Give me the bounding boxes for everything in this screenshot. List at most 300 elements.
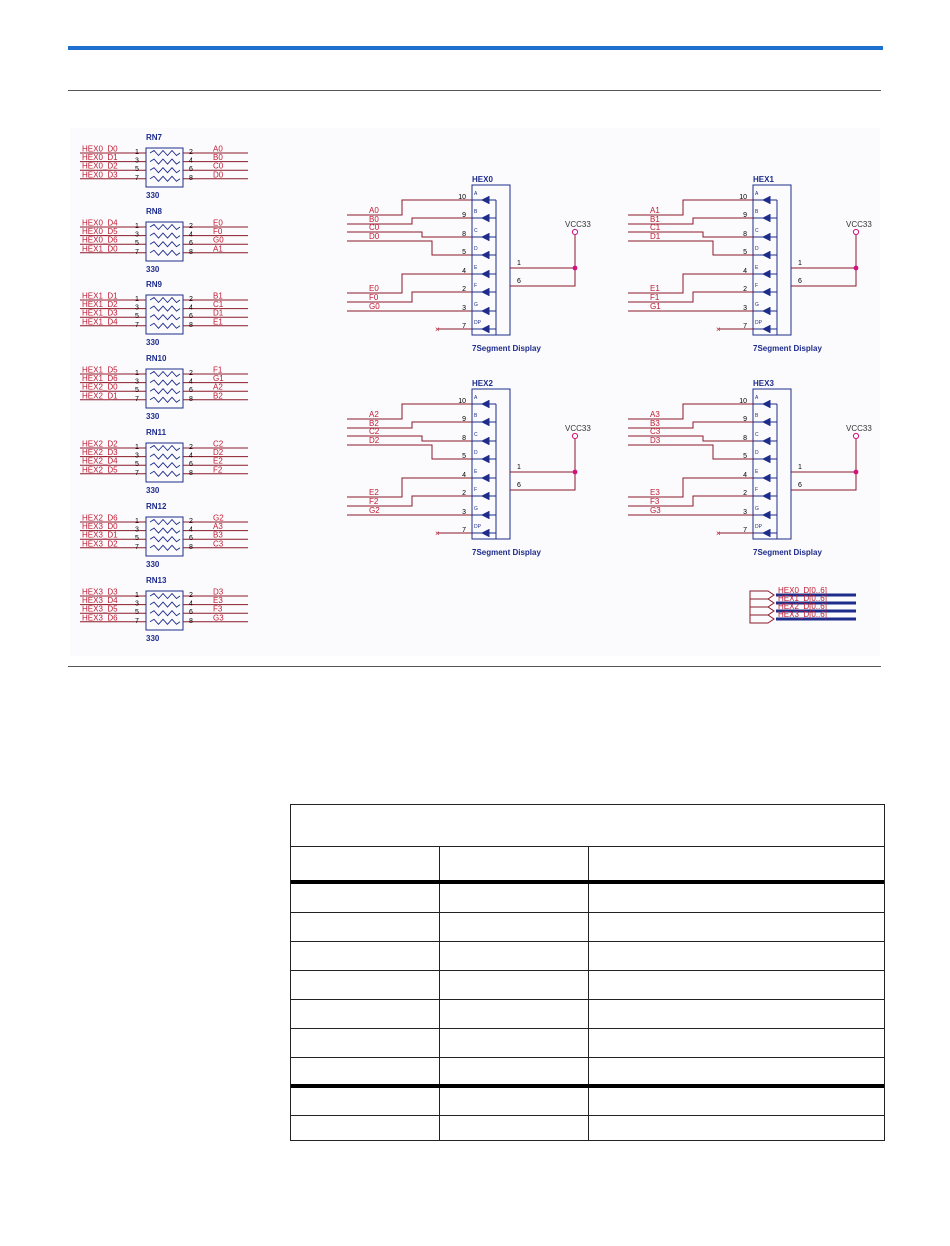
rn-ref-label: RN9: [146, 280, 163, 289]
pin-number: 6: [189, 387, 193, 395]
net-label: A1: [650, 206, 660, 215]
led-diode: [481, 270, 489, 278]
net-wire: [628, 478, 753, 497]
pin-number: 2: [189, 370, 193, 377]
resistor-zigzag: [150, 545, 180, 550]
segment-pin-number: 3: [743, 509, 747, 516]
common-pin-number: 1: [517, 260, 521, 267]
led-diode: [762, 288, 770, 296]
net-label: HEX2_D3: [82, 448, 118, 458]
net-wire: [628, 232, 753, 237]
net-label: C2: [213, 439, 224, 449]
segment-pin-number: 5: [743, 249, 747, 256]
common-pin-number: 1: [798, 464, 802, 471]
net-wire: [347, 478, 472, 497]
net-label: B2: [369, 419, 379, 428]
resistor-zigzag: [150, 463, 180, 468]
led-diode: [762, 214, 770, 222]
common-pin-number: 6: [517, 482, 521, 489]
net-label: HEX2_D2: [82, 439, 118, 449]
pin-number: 1: [135, 223, 139, 230]
pin-number: 3: [135, 378, 139, 386]
net-label: HEX1_D0: [82, 244, 118, 254]
segment-letter: C: [474, 228, 478, 234]
segment-pin-number: 5: [462, 453, 466, 460]
led-diode: [762, 474, 770, 482]
net-label: D2: [213, 448, 224, 458]
bus-port-symbol: [750, 607, 774, 615]
pin-number: 4: [189, 378, 193, 386]
pin-number: 8: [189, 248, 193, 256]
resistor-zigzag: [150, 602, 180, 607]
pin-number: 6: [189, 609, 193, 617]
net-label: F0: [213, 227, 223, 237]
no-connect-mark: ×: [435, 325, 440, 334]
net-label: F2: [213, 465, 223, 475]
net-label: D3: [650, 436, 661, 445]
table-row: [291, 884, 884, 913]
pin-number: 2: [189, 296, 193, 303]
net-label: D0: [213, 170, 224, 180]
segment-letter: A: [474, 191, 478, 197]
table-row: [291, 942, 884, 971]
header-rule: [68, 46, 883, 50]
pin-number: 8: [189, 321, 193, 329]
led-diode: [481, 325, 489, 333]
resistor-zigzag: [150, 159, 180, 164]
segment-pin-number: 7: [462, 323, 466, 330]
junction-dot: [854, 470, 859, 475]
net-label: F0: [369, 293, 379, 302]
display-body: [753, 185, 791, 335]
segment-pin-number: 10: [739, 398, 747, 405]
segment-pin-number: 9: [743, 416, 747, 423]
led-diode: [762, 233, 770, 241]
table-row: [291, 1058, 884, 1088]
resistor-zigzag: [150, 389, 180, 394]
net-label: B3: [650, 419, 660, 428]
pin-number: 3: [135, 452, 139, 460]
pin-number: 8: [189, 469, 193, 477]
rn-value-label: 330: [146, 486, 160, 495]
pin-number: 4: [189, 526, 193, 534]
net-label: E1: [213, 317, 223, 327]
net-label: C3: [650, 427, 661, 436]
led-diode: [762, 492, 770, 500]
led-diode: [481, 474, 489, 482]
rn-ref-label: RN12: [146, 502, 167, 511]
resistor-zigzag: [150, 151, 180, 156]
net-label: D2: [369, 436, 380, 445]
resistor-zigzag: [150, 471, 180, 476]
resistor-zigzag: [150, 372, 180, 377]
table-cell: [439, 1058, 589, 1084]
pin-number: 3: [135, 526, 139, 534]
pin-number: 5: [135, 609, 139, 617]
pin-number: 1: [135, 518, 139, 525]
segment-pin-number: 4: [743, 472, 747, 479]
table-cell: [588, 1088, 885, 1115]
segment-letter: C: [755, 432, 759, 438]
resistor-zigzag: [150, 380, 180, 385]
net-label: HEX3_D1: [82, 530, 118, 540]
segment-letter: F: [755, 283, 759, 289]
resistor-zigzag: [150, 446, 180, 451]
net-label: B0: [369, 215, 379, 224]
net-label: E2: [369, 488, 379, 497]
net-wire: [628, 445, 753, 459]
segment-letter: A: [755, 191, 759, 197]
net-label: C2: [369, 427, 380, 436]
segment-pin-number: 8: [462, 435, 466, 442]
display-part-label: 7Segment Display: [472, 344, 541, 353]
pin-number: 7: [135, 543, 139, 551]
table-row: [291, 913, 884, 942]
net-label: HEX2_D4: [82, 456, 118, 466]
led-diode: [481, 307, 489, 315]
display-body: [472, 185, 510, 335]
table-title-row: [291, 805, 884, 847]
net-label: C3: [213, 539, 224, 549]
rn-ref-label: RN11: [146, 428, 167, 437]
segment-letter: E: [474, 265, 478, 271]
resistor-zigzag: [150, 528, 180, 533]
net-label: D0: [369, 232, 380, 241]
table-cell: [588, 913, 885, 941]
net-label: E0: [213, 218, 223, 228]
schematic-canvas: [70, 128, 880, 656]
no-connect-mark: ×: [716, 325, 721, 334]
resistor-zigzag: [150, 594, 180, 599]
segment-letter: C: [474, 432, 478, 438]
net-label: A3: [213, 522, 223, 532]
segment-pin-number: 9: [462, 416, 466, 423]
led-diode: [481, 492, 489, 500]
led-diode: [762, 511, 770, 519]
pin-number: 7: [135, 174, 139, 182]
segment-pin-number: 4: [462, 268, 466, 275]
figure-bottom-rule: [68, 666, 881, 667]
segment-letter: G: [755, 506, 759, 512]
pin-number: 6: [189, 166, 193, 174]
net-label: G1: [213, 374, 224, 384]
segment-pin-number: 9: [743, 212, 747, 219]
segment-pin-number: 5: [743, 453, 747, 460]
resistor-zigzag: [150, 323, 180, 328]
led-diode: [481, 400, 489, 408]
net-wire: [628, 241, 753, 255]
net-label: A2: [369, 410, 379, 419]
net-label: E2: [213, 456, 223, 466]
net-label: HEX1_D6: [82, 374, 118, 384]
pin-number: 8: [189, 395, 193, 403]
table-header-cell: [291, 847, 440, 880]
segment-letter: B: [474, 413, 478, 419]
segment-pin-number: 8: [743, 231, 747, 238]
display-ref-label: HEX3: [753, 379, 774, 388]
segment-pin-number: 10: [458, 398, 466, 405]
net-label: E1: [650, 284, 660, 293]
segment-pin-number: 7: [462, 527, 466, 534]
pin-number: 2: [189, 223, 193, 230]
table-cell: [439, 971, 589, 999]
table-header-cell: [439, 847, 589, 880]
segment-letter: C: [755, 228, 759, 234]
segment-letter: D: [474, 450, 478, 456]
segment-pin-number: 4: [462, 472, 466, 479]
net-label: E3: [650, 488, 660, 497]
segment-letter: G: [474, 506, 478, 512]
rn-ref-label: RN10: [146, 354, 167, 363]
led-diode: [762, 325, 770, 333]
table-cell: [291, 942, 440, 970]
led-diode: [762, 418, 770, 426]
table-cell: [588, 942, 885, 970]
net-wire: [628, 274, 753, 293]
net-label: A0: [369, 206, 379, 215]
table-header-cell: [588, 847, 885, 880]
junction-dot: [854, 266, 859, 271]
vcc-label: VCC33: [846, 220, 872, 229]
pin-number: 2: [189, 518, 193, 525]
net-label: D3: [213, 587, 224, 597]
segment-letter: B: [755, 209, 759, 215]
net-wire: [347, 274, 472, 293]
resistor-zigzag: [150, 298, 180, 303]
table-cell: [291, 1058, 440, 1084]
segment-letter: B: [755, 413, 759, 419]
net-label: C0: [369, 223, 380, 232]
pin-number: 2: [189, 444, 193, 451]
table-cell: [588, 971, 885, 999]
pin-number: 7: [135, 469, 139, 477]
pin-number: 6: [189, 240, 193, 248]
bus-port-symbol: [750, 591, 774, 599]
led-diode: [762, 400, 770, 408]
vcc-label: VCC33: [565, 424, 591, 433]
net-wire: [347, 241, 472, 255]
table-row: [291, 1000, 884, 1029]
pin-number: 4: [189, 600, 193, 608]
net-label: HEX3_D0: [82, 522, 118, 532]
net-label: C0: [213, 161, 224, 171]
pin-number: 1: [135, 370, 139, 377]
segment-letter: DP: [755, 524, 762, 530]
led-diode: [762, 251, 770, 259]
pin-number: 5: [135, 313, 139, 321]
vcc-label: VCC33: [565, 220, 591, 229]
net-label: HEX2_D1: [82, 391, 118, 401]
led-diode: [481, 455, 489, 463]
table-cell: [439, 1000, 589, 1028]
display-ref-label: HEX0: [472, 175, 493, 184]
net-label: F2: [369, 497, 379, 506]
led-diode: [762, 529, 770, 537]
display-ref-label: HEX1: [753, 175, 774, 184]
pin-number: 8: [189, 543, 193, 551]
rn-ref-label: RN7: [146, 133, 163, 142]
net-label: HEX2_D0: [82, 382, 118, 392]
table-cell: [439, 1116, 589, 1141]
pin-number: 1: [135, 592, 139, 599]
no-connect-mark: ×: [716, 529, 721, 538]
pin-assignment-table: [290, 804, 885, 1141]
pin-number: 6: [189, 461, 193, 469]
no-connect-mark: ×: [435, 529, 440, 538]
net-wire: [347, 445, 472, 459]
net-wire: [347, 404, 472, 419]
table-row: [291, 1116, 884, 1141]
pin-number: 3: [135, 600, 139, 608]
table-cell: [588, 1058, 885, 1084]
pin-number: 7: [135, 248, 139, 256]
segment-letter: F: [474, 283, 478, 289]
segment-letter: D: [474, 246, 478, 252]
segment-pin-number: 10: [458, 194, 466, 201]
table-row: [291, 1088, 884, 1116]
pin-number: 4: [189, 304, 193, 312]
segment-letter: G: [755, 302, 759, 308]
segment-letter: E: [755, 469, 759, 475]
segment-pin-number: 2: [743, 286, 747, 293]
net-label: B1: [213, 291, 223, 301]
pin-number: 4: [189, 452, 193, 460]
led-diode: [481, 288, 489, 296]
net-label: HEX0_D6: [82, 235, 118, 245]
net-label: G0: [213, 235, 224, 245]
net-label: B0: [213, 153, 223, 163]
net-label: HEX2_D6: [82, 513, 118, 523]
segment-letter: D: [755, 450, 759, 456]
display-part-label: 7Segment Display: [753, 548, 822, 557]
segment-letter: E: [474, 469, 478, 475]
net-wire: [628, 436, 753, 441]
vcc-power-symbol: [853, 433, 858, 438]
net-label: B2: [213, 391, 223, 401]
table-cell: [291, 971, 440, 999]
segment-letter: E: [755, 265, 759, 271]
rn-ref-label: RN13: [146, 576, 167, 585]
net-label: HEX0_D4: [82, 218, 118, 228]
table-cell: [439, 884, 589, 912]
resistor-zigzag: [150, 306, 180, 311]
net-label: G0: [369, 302, 380, 311]
net-label: HEX0_D1: [82, 153, 118, 163]
segment-letter: B: [474, 209, 478, 215]
table-cell: [439, 913, 589, 941]
pin-number: 3: [135, 304, 139, 312]
net-label: HEX1_D4: [82, 317, 118, 327]
net-label: G1: [650, 302, 661, 311]
segment-pin-number: 7: [743, 527, 747, 534]
net-label: G3: [213, 613, 224, 623]
pin-number: 4: [189, 231, 193, 239]
table-cell: [588, 1029, 885, 1057]
net-label: HEX1_D2: [82, 300, 118, 310]
net-label: C1: [650, 223, 661, 232]
segment-letter: F: [755, 487, 759, 493]
segment-pin-number: 5: [462, 249, 466, 256]
bus-label: HEX3_D[0..6]: [778, 610, 827, 619]
bus-port-symbol: [750, 599, 774, 607]
net-label: HEX3_D5: [82, 604, 118, 614]
led-diode: [481, 511, 489, 519]
net-wire: [347, 218, 472, 224]
net-label: HEX0_D5: [82, 227, 118, 237]
net-label: G2: [213, 513, 224, 523]
pin-number: 7: [135, 321, 139, 329]
resistor-zigzag: [150, 454, 180, 459]
rn-ref-label: RN8: [146, 207, 163, 216]
net-wire: [347, 436, 472, 441]
table-cell: [291, 913, 440, 941]
bus-port-symbol: [750, 615, 774, 623]
vcc-label: VCC33: [846, 424, 872, 433]
led-diode: [481, 437, 489, 445]
table-cell: [291, 1088, 440, 1115]
led-diode: [481, 251, 489, 259]
led-diode: [481, 233, 489, 241]
segment-letter: F: [474, 487, 478, 493]
pin-number: 3: [135, 157, 139, 165]
net-label: HEX0_D0: [82, 144, 118, 154]
pin-number: 5: [135, 240, 139, 248]
rn-value-label: 330: [146, 634, 160, 643]
net-label: HEX1_D1: [82, 291, 118, 301]
segment-letter: G: [474, 302, 478, 308]
resistor-zigzag: [150, 611, 180, 616]
display-body: [472, 389, 510, 539]
display-part-label: 7Segment Display: [753, 344, 822, 353]
net-label: C1: [213, 300, 224, 310]
pin-number: 1: [135, 444, 139, 451]
net-label: E3: [213, 596, 223, 606]
segment-letter: DP: [474, 320, 481, 326]
resistor-zigzag: [150, 168, 180, 173]
led-diode: [481, 418, 489, 426]
segment-pin-number: 3: [743, 305, 747, 312]
common-pin-number: 6: [798, 482, 802, 489]
table-cell: [291, 1000, 440, 1028]
table-cell: [439, 942, 589, 970]
net-label: HEX3_D3: [82, 587, 118, 597]
net-label: F3: [650, 497, 660, 506]
segment-letter: A: [474, 395, 478, 401]
common-pin-number: 6: [798, 278, 802, 285]
net-label: E0: [369, 284, 379, 293]
net-label: G3: [650, 506, 661, 515]
net-label: B3: [213, 530, 223, 540]
led-diode: [481, 214, 489, 222]
net-wire: [628, 218, 753, 224]
table-cell: [291, 1116, 440, 1141]
resistor-zigzag: [150, 233, 180, 238]
segment-letter: A: [755, 395, 759, 401]
net-wire: [347, 422, 472, 428]
pin-number: 6: [189, 313, 193, 321]
pin-number: 5: [135, 166, 139, 174]
rn-value-label: 330: [146, 338, 160, 347]
resistor-zigzag: [150, 619, 180, 624]
segment-pin-number: 2: [462, 490, 466, 497]
net-wire: [628, 404, 753, 419]
resistor-zigzag: [150, 176, 180, 181]
segment-pin-number: 2: [462, 286, 466, 293]
rn-value-label: 330: [146, 560, 160, 569]
pin-number: 8: [189, 617, 193, 625]
pin-number: 6: [189, 535, 193, 543]
pin-number: 2: [189, 149, 193, 156]
